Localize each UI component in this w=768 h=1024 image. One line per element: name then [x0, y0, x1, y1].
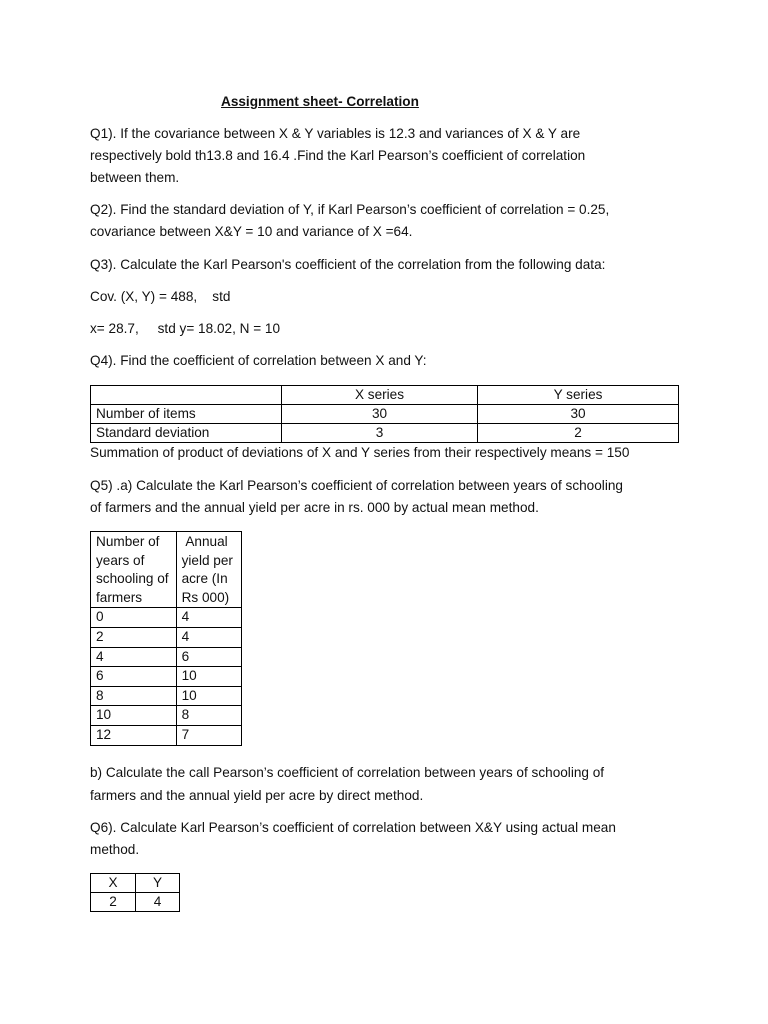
table-cell: Standard deviation	[91, 424, 282, 443]
q2-line-1: Q2). Find the standard deviation of Y, if Karl Pearson’s coefficient of correlation = 0.25,	[90, 202, 610, 217]
table-header-row	[91, 386, 679, 405]
table-cell: 30	[282, 405, 478, 424]
table-header-row	[91, 532, 242, 608]
table-row	[91, 608, 242, 628]
table-cell: 2	[91, 627, 177, 647]
q2-line-2: covariance between X&Y = 10 and variance of X =64.	[90, 224, 413, 239]
q3-line-3: x= 28.7, std y= 18.02, N = 10	[90, 321, 281, 336]
table-cell: 4	[176, 627, 241, 647]
table-cell: 6	[91, 667, 177, 687]
table-row	[91, 424, 679, 443]
table-row	[91, 405, 679, 424]
table-cell: 2	[91, 893, 136, 912]
q3-line-1: Q3). Calculate the Karl Pearson's coefficient of the correlation from the following data:	[90, 257, 606, 272]
table-cell: 0	[91, 608, 177, 628]
table-cell	[91, 386, 282, 405]
q4-line-1: Q4). Find the coefficient of correlation between X and Y:	[90, 353, 427, 368]
q5-b-line-2: farmers and the annual yield per acre by direct method.	[90, 788, 424, 803]
table-cell: 4	[91, 647, 177, 667]
table-row	[91, 686, 242, 706]
q5-b-line-1: b) Calculate the call Pearson’s coefficient of correlation between years of schooling of	[90, 765, 605, 780]
table-cell: 7	[176, 725, 241, 745]
table-cell: 10	[91, 706, 177, 726]
table-cell: 10	[176, 686, 241, 706]
q5-line-1: Q5) .a) Calculate the Karl Pearson’s coefficient of correlation between years of schooling	[90, 478, 623, 493]
table-cell: Y	[136, 874, 180, 893]
table-cell: 3	[282, 424, 478, 443]
table-cell: 4	[136, 893, 180, 912]
table-row	[91, 647, 242, 667]
q3-line-2: Cov. (X, Y) = 488, std	[90, 289, 231, 304]
table-cell: 2	[478, 424, 679, 443]
table-cell: 10	[176, 667, 241, 687]
table-cell: 8	[176, 706, 241, 726]
table-cell: 12	[91, 725, 177, 745]
table-cell: Annual yield per acre (In Rs 000)	[176, 532, 241, 608]
q6-line-1: Q6). Calculate Karl Pearson’s coefficient of correlation between X&Y using actual mean	[90, 820, 616, 835]
page-title: Assignment sheet- Correlation	[221, 94, 419, 109]
table-cell: 30	[478, 405, 679, 424]
table-cell: X series	[282, 386, 478, 405]
q6-line-2: method.	[90, 842, 140, 857]
table-cell: 4	[176, 608, 241, 628]
table-row	[91, 893, 180, 912]
table-cell: 6	[176, 647, 241, 667]
q4-note: Summation of product of deviations of X and Y series from their respectively means = 150	[90, 445, 630, 460]
table-row	[91, 725, 242, 745]
q5-line-2: of farmers and the annual yield per acre in rs. 000 by actual mean method.	[90, 500, 539, 515]
table-cell: 8	[91, 686, 177, 706]
table-row	[91, 627, 242, 647]
table-cell: Number of items	[91, 405, 282, 424]
table-header-row	[91, 874, 180, 893]
q4-table	[90, 385, 679, 443]
q1-line-1: Q1). If the covariance between X & Y variables is 12.3 and variances of X & Y are	[90, 126, 581, 141]
table-cell: Number of years of schooling of farmers	[91, 532, 177, 608]
table-cell: Y series	[478, 386, 679, 405]
table-row	[91, 667, 242, 687]
q6-table	[90, 873, 180, 912]
table-row	[91, 706, 242, 726]
q1-line-2: respectively bold th13.8 and 16.4 .Find the Karl Pearson’s coefficient of correlation	[90, 148, 586, 163]
q5-table	[90, 531, 242, 746]
q1-line-3: between them.	[90, 170, 180, 185]
table-cell: X	[91, 874, 136, 893]
